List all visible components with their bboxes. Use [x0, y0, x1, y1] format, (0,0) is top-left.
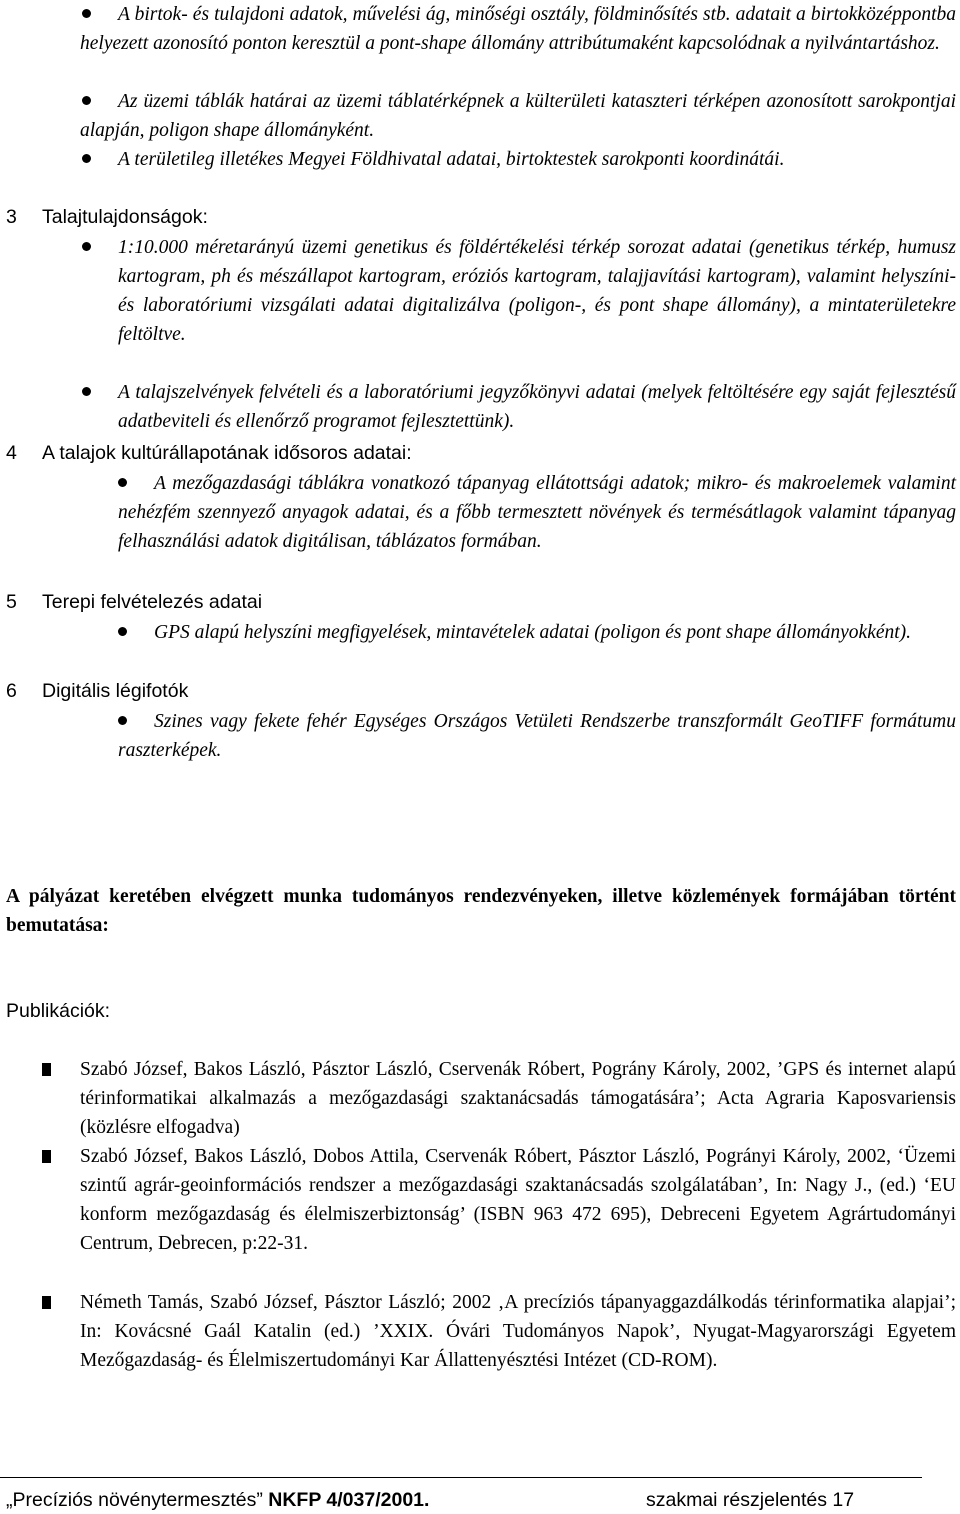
- square-bullet-icon: [42, 1063, 51, 1076]
- publication-item: Szabó József, Bakos László, Dobos Attila, Cservenák Róbert, Pásztor László, Pogrányi Károly, 2002, ‘Üzemi szintű agrár-geoinformációs rendszer a mezőgazdasági szaktanácsadás szolgálatában’, In: Nagy J., (ed.) ‘EU konform mezőgazdaság és élelmiszerbiztonság’ (ISBN 963 472 695), Debreceni Egyetem Agrártudományi Centrum, Debrecen, p:22-31.: [80, 1146, 956, 1254]
- footer-project-title: „Precíziós növénytermesztés”: [6, 1489, 269, 1511]
- sec2-item-2: Az üzemi táblák határai az üzemi táblatérképnek a külterületi kataszteri térképen azonosított sarokpontjai alapján, poligon shape állományként.: [80, 91, 956, 141]
- bullet-dot: [82, 242, 91, 251]
- square-bullet-icon: [42, 1296, 51, 1309]
- publication-item: Németh Tamás, Szabó József, Pásztor László; 2002 ‚A precíziós tápanyaggazdálkodás térinformatika alapjai’; In: Kovácsné Gaál Katalin (ed.) ’XXIX. Óvári Tudományos Napok’, Nyugat-Magyarországi Egyetem Mezőgazdaság- és Élelmiszertudományi Kar Állattenyésztési Intézet (CD-ROM).: [80, 1292, 956, 1371]
- publications-label: Publikációk:: [6, 1000, 111, 1022]
- sec2-item-3: A területileg illetékes Megyei Földhivatal adatai, birtoktestek sarokponti koordinátái.: [118, 149, 785, 170]
- bullet-dot: [82, 387, 91, 396]
- footer-left: [6, 1486, 429, 1514]
- section-6-title: Digitális légifotók: [42, 680, 189, 702]
- section-3-number: 3: [6, 206, 17, 228]
- section-5-title: Terepi felvételezés adatai: [42, 591, 263, 613]
- section-4-title: A talajok kultúrállapotának idősoros adatai:: [42, 442, 412, 464]
- publication-item: Szabó József, Bakos László, Pásztor László, Cservenák Róbert, Pográny Károly, 2002, ’GPS és internet alapú térinformatikai alkalmazás a mezőgazdasági szaktanácsadás támogatására’; Acta Agraria Kaposvariensis (közlésre elfogadva): [80, 1059, 956, 1138]
- sec3-item-1: 1:10.000 méretarányú üzemi genetikus és földértékelési térkép sorozat adatai (genetikus térkép, humusz kartogram, ph és mészállapot kartogram, eróziós kartogram, talajjavítási kartogram), valamint helyszíni- és laboratóriumi vizsgálati adatai digitalizálva (poligon-, és pont shape állomány), a mintaterületekre feltöltve.: [118, 237, 956, 345]
- footer-divider: [0, 1477, 922, 1478]
- section-6-number: 6: [6, 680, 17, 702]
- main-heading: A pályázat keretében elvégzett munka tudományos rendezvényeken, illetve közlemények formájában történt bemutatása:: [6, 886, 956, 936]
- section-5-number: 5: [6, 591, 17, 613]
- footer-report-page: szakmai részjelentés 17: [646, 1489, 855, 1511]
- sec6-item-1: Szines vagy fekete fehér Egységes Országos Vetületi Rendszerbe transzformált GeoTIFF formátumu raszterképek.: [118, 711, 956, 761]
- footer-project-code: NKFP 4/037/2001.: [268, 1489, 430, 1511]
- section-3-title: Talajtulajdonságok:: [42, 206, 208, 228]
- sec3-item-2: A talajszelvények felvételi és a laboratóriumi jegyzőkönyvi adatai (melyek feltöltésére egy saját fejlesztésű adatbeviteli és ellenőrző programot fejlesztettünk).: [118, 382, 956, 432]
- section-4-number: 4: [6, 442, 17, 464]
- sec4-item-1: A mezőgazdasági táblákra vonatkozó tápanyag ellátottsági adatok; mikro- és makroelemek valamint nehézfém szennyező anyagok adatai, és a főbb termesztett növények és termésátlagok valamint tápanyag felhasználási adatok digitálisan, táblázatos formában.: [118, 473, 956, 552]
- sec2-item-1: A birtok- és tulajdoni adatok, művelési ág, minőségi osztály, földminősítés stb. adatait a birtokközéppontba helyezett azonosító ponton keresztül a pont-shape állomány attribútumaként kapcsolódnak a nyilvántartáshoz.: [80, 4, 956, 54]
- square-bullet-icon: [42, 1150, 51, 1163]
- sec5-item-1: GPS alapú helyszíni megfigyelések, mintavételek adatai (poligon és pont shape állományokként).: [154, 622, 912, 643]
